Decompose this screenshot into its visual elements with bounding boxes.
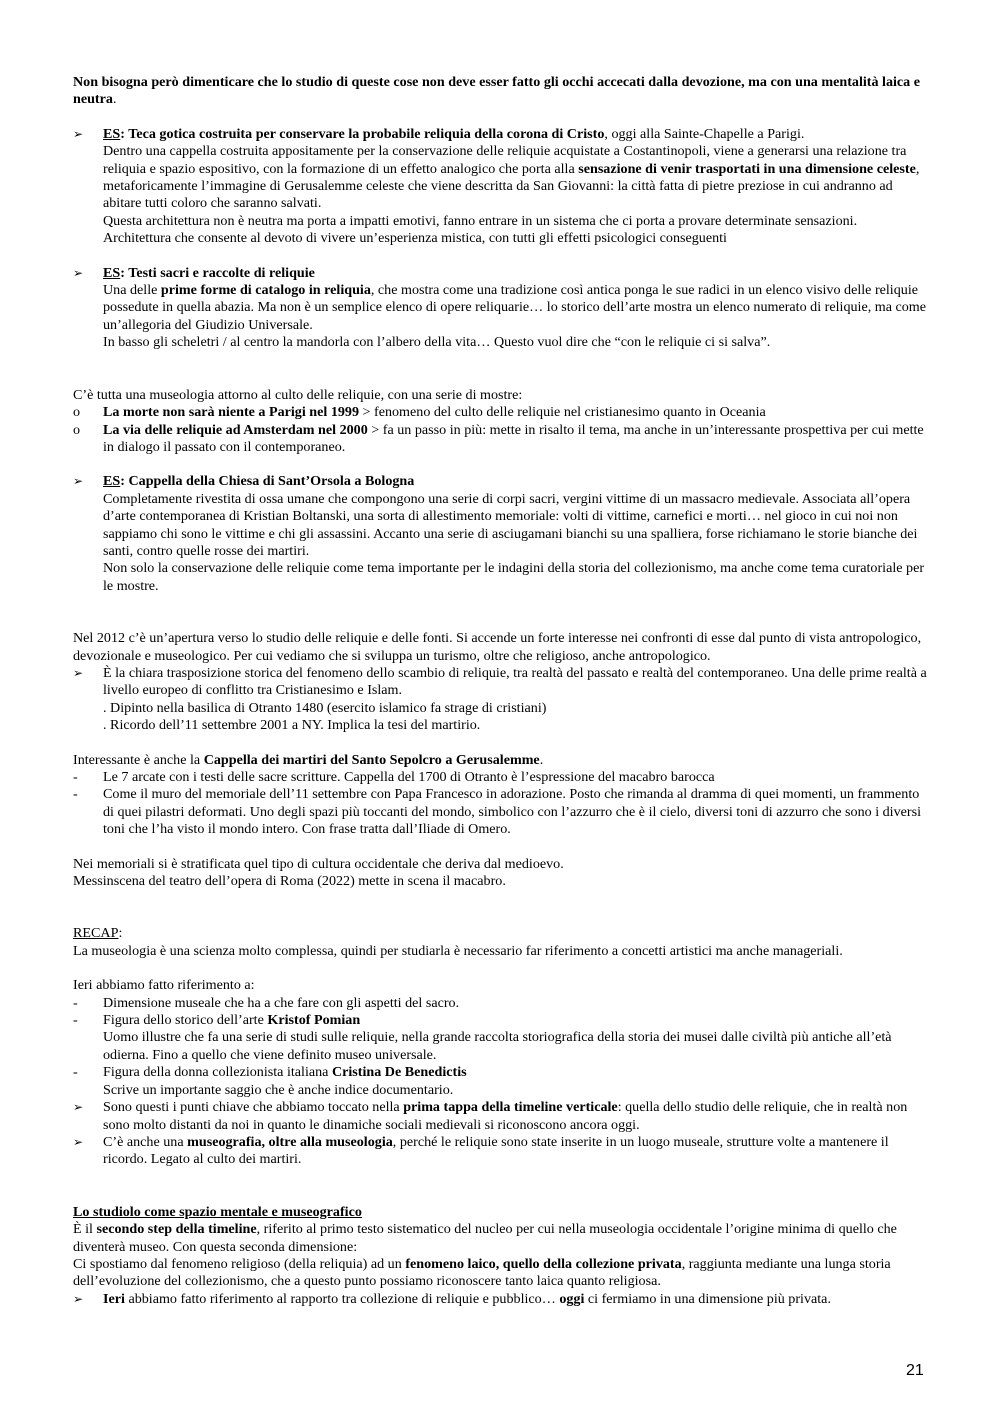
example-sainte-chapelle	[73, 126, 933, 248]
paragraph: Completamente rivestita di ossa umane che compongono una serie di corpi sacri, vergini vittime di un massacro medievale. Associata all’opera d’arte contemporanea di Kristian Boltanski, una sorta di allestimento memoriale: volti di vittime, carnefici e morti… nel gioco in cui noi non sappiamo chi sono le vittime e chi gli assassini. Accanto una serie di asciugamani bianchi su una spalliera, forse richiamano le storie bianche dei santi, contro quelle rosse dei martiri.	[103, 490, 918, 559]
arrow-bullet-icon: ➢	[73, 665, 84, 680]
bold-text: prima tappa della timeline verticale	[403, 1099, 618, 1116]
list-item-text	[103, 1064, 933, 1081]
bold-text: Cristina De Benedictis	[331, 1064, 467, 1081]
list-item	[73, 1291, 933, 1308]
paragraph: Ieri abbiamo fatto riferimento a:	[73, 977, 255, 994]
es-title: : Testi sacri e raccolte di reliquie	[120, 264, 315, 281]
text: > fenomeno del culto delle reliquie nel cristianesimo quanto in Oceania	[359, 404, 766, 421]
text: Figura dello storico dell’arte	[103, 1012, 268, 1029]
bold-text: museografia, oltre alla museologia	[187, 1133, 393, 1150]
example-title	[103, 473, 933, 490]
circle-bullet-icon: o	[73, 421, 81, 438]
bold-text: sensazione di venir trasportati in una dimensione celeste	[578, 160, 916, 177]
example-title	[103, 126, 933, 143]
list-item	[73, 786, 933, 838]
text: , perché le reliquie sono state inserite in un luogo museale, strutture volte a mantenere il ricordo. Legato al culto dei martiri.	[103, 1133, 889, 1168]
paragraph: Uomo illustre che fa una serie di studi sulle reliquie, nella grande raccolta storiografica della storia dei musei dalle civiltà più antiche all’età odierna. Fino a quello che viene definito museo universale.	[103, 1029, 892, 1063]
document-page	[73, 74, 933, 1308]
list-item	[73, 1134, 933, 1169]
list-item	[73, 1012, 933, 1064]
es-label: ES	[103, 125, 121, 142]
list-item	[73, 769, 933, 786]
text: Ci spostiamo dal fenomeno religioso (della reliquia) ad un	[73, 1255, 406, 1272]
list-item-text	[103, 422, 933, 457]
example-title	[103, 265, 933, 282]
bold-text: La via delle reliquie ad Amsterdam nel 2000	[103, 421, 368, 438]
recap-label: RECAP	[73, 925, 119, 942]
list-item-text	[103, 1134, 933, 1169]
text: Sono questi i punti chiave che abbiamo toccato nella	[103, 1099, 404, 1116]
arrow-bullet-icon: ➢	[73, 474, 84, 489]
text: abbiamo fatto riferimento al rapporto tra collezione di reliquie e pubblico…	[124, 1290, 560, 1307]
text: > fa un passo in più: mette in risalto il tema, ma anche in un’interessante prospettiva per cui mette in dialogo il passato con il contemporaneo.	[103, 421, 924, 455]
section-heading: Lo studiolo come spazio mentale e museografico	[73, 1203, 362, 1220]
paragraph: Non solo la conservazione delle reliquie come tema importante per le indagini della storia del collezionismo, ma anche come tema curatoriale per le mostre.	[103, 560, 925, 594]
example-testi-sacri	[73, 265, 933, 352]
example-sant-orsola	[73, 473, 933, 595]
text: .	[539, 751, 544, 768]
list-item-text	[103, 1291, 933, 1308]
list-item-text	[103, 404, 933, 421]
es-text: , oggi alla Sainte-Chapelle a Parigi.	[604, 125, 805, 142]
bold-text: La morte non sarà niente a Parigi nel 1999	[103, 404, 360, 421]
es-label: ES	[103, 264, 121, 281]
bold-text: Cappella dei martiri del Santo Sepolcro a Gerusalemme	[203, 751, 540, 768]
dash-bullet-icon: -	[73, 1064, 78, 1081]
text: Figura della donna collezionista italiana	[103, 1064, 332, 1081]
text: , che mostra come una tradizione così antica ponga le sue radici in un elenco visivo delle reliquie possedute in quella abazia. Ma non è un semplice elenco di opere reliquarie… lo storico dell’arte mostra un elenco numerato di reliquie, ma come un’allegoria del Giudizio Universale.	[103, 282, 927, 333]
es-label: ES	[103, 473, 121, 490]
sub-item: . Ricordo dell’11 settembre 2001 a NY. Implica la tesi del martirio.	[103, 717, 481, 734]
bold-text: prime forme di catalogo in reliquia	[160, 282, 371, 299]
recap-heading	[73, 925, 933, 942]
dash-bullet-icon: -	[73, 786, 78, 803]
paragraph: C’è tutta una museologia attorno al culto delle reliquie, con una serie di mostre:	[73, 386, 523, 403]
intro-period: .	[112, 91, 117, 108]
text: , riferito al primo testo sistematico del nucleo per cui nella museologia occidentale l’origine minima di quello che diventerà museo. Con questa seconda dimensione:	[73, 1221, 897, 1255]
arrow-bullet-icon: ➢	[73, 1100, 84, 1115]
es-title: Teca gotica costruita per conservare la probabile reliquia della corona di Cristo	[124, 125, 605, 142]
dash-bullet-icon: -	[73, 994, 78, 1011]
paragraph	[103, 143, 933, 213]
paragraph: In basso gli scheletri / al centro la mandorla con l’albero della vita… Questo vuol dire che “con le reliquie ci si salva”.	[103, 334, 771, 351]
page-number: 21	[906, 1362, 924, 1379]
bold-text: secondo step della timeline	[96, 1221, 257, 1238]
list-item	[73, 665, 933, 735]
paragraph: La museologia è una scienza molto complessa, quindi per studiarla è necessario far riferimento a concetti artistici ma anche manageriali.	[73, 942, 843, 959]
dash-bullet-icon: -	[73, 769, 78, 785]
text: È il	[73, 1221, 97, 1238]
dash-bullet-icon: -	[73, 1012, 78, 1029]
text: Interessante è anche la	[73, 751, 204, 768]
text: Dentro una cappella costruita appositamente per la conservazione delle reliquie acquistate a Costantinopoli, viene a generarsi una relazione tra reliquia e spazio espositivo, con la formazione di un effetto analogico che porta alla	[103, 143, 907, 177]
list-item	[73, 1099, 933, 1134]
text: Una delle	[103, 282, 161, 299]
paragraph: Architettura che consente al devoto di vivere un’esperienza mistica, con tutti gli effetti psicologici conseguenti	[103, 230, 727, 247]
list-item	[73, 422, 933, 457]
arrow-bullet-icon: ➢	[73, 126, 84, 141]
paragraph	[103, 282, 933, 334]
list-item-text: Dimensione museale che ha a che fare con gli aspetti del sacro.	[103, 994, 460, 1011]
text: : quella dello studio delle reliquie, che in realtà non sono molto distanti da noi in quanto le dinamiche sociali medievali si riconoscono ancora oggi.	[103, 1099, 908, 1133]
circle-bullet-icon: o	[73, 404, 81, 421]
sub-item: . Dipinto nella basilica di Otranto 1480 (esercito islamico fa strage di cristiani)	[103, 699, 547, 716]
es-title: : Cappella della Chiesa di Sant’Orsola a Bologna	[120, 473, 415, 490]
list-item-text: È la chiara trasposizione storica del fenomeno dello scambio di reliquie, tra realtà del passato e realtà del contemporaneo. Una delle prime realtà a livello europeo di conflitto tra Cristianesimo e Islam.	[103, 664, 927, 699]
list-item-text: Come il muro del memoriale dell’11 settembre con Papa Francesco in adorazione. Posto che rimanda al dramma di quei momenti, un frammento di quei pilastri deformati. Uno degli spazi più toccanti del mondo, simbolico con l’azzurro che è il cielo, diversi toni di azzurro che sono i diversi toni che l’ha visto il mondo intero. Con frase tratta dall’Iliade di Omero.	[103, 786, 921, 838]
paragraph: Questa architettura non è neutra ma porta a impatti emotivi, fanno entrare in un sistema che ci porta a provare determinate sensazioni.	[103, 212, 858, 229]
list-item	[73, 1064, 933, 1099]
paragraph: Messinscena del teatro dell’opera di Roma (2022) mette in scena il macabro.	[73, 873, 506, 890]
es-colon: :	[120, 125, 125, 142]
arrow-bullet-icon: ➢	[73, 1134, 84, 1149]
text: ci fermiamo in una dimensione più privata.	[584, 1290, 831, 1307]
bold-text: Kristof Pomian	[267, 1012, 361, 1029]
list-item-text	[103, 1099, 933, 1134]
text: , raggiunta mediante una lunga storia dell’evoluzione del collezionismo, che a questo punto possiamo riconoscere tanto laica quanto religiosa.	[73, 1255, 891, 1290]
arrow-bullet-icon: ➢	[73, 1291, 84, 1306]
bold-text: oggi	[559, 1290, 585, 1307]
list-item	[73, 995, 933, 1012]
arrow-bullet-icon: ➢	[73, 265, 84, 280]
text: , metaforicamente l’immagine di Gerusalemme celeste che viene descritta da San Giovanni: la città fatta di pietre preziose in cui andranno ad abitare tutti coloro che saranno salvati.	[103, 160, 920, 212]
paragraph	[73, 752, 933, 769]
list-item	[73, 404, 933, 421]
paragraph: Nel 2012 c’è un’apertura verso lo studio delle reliquie e delle fonti. Si accende un forte interesse nei confronti di esse dal punto di vista antropologico, devozionale e museologico. Per cui vediamo che si sviluppa un turismo, oltre che religioso, anche antropologico.	[73, 630, 922, 664]
bold-text: Ieri	[103, 1290, 125, 1307]
list-item-text	[103, 1012, 933, 1029]
list-item-text: Le 7 arcate con i testi delle sacre scritture. Cappella del 1700 di Otranto è l’espressione del macabro barocca	[103, 769, 715, 785]
intro-bold: Non bisogna però dimenticare che lo studio di queste cose non deve esser fatto gli occhi accecati dalla devozione, ma con una mentalità laica e neutra	[73, 74, 920, 108]
intro-paragraph	[73, 74, 933, 109]
paragraph: Nei memoriali si è stratificata quel tipo di cultura occidentale che deriva dal medioevo.	[73, 855, 564, 872]
recap-colon: :	[118, 925, 123, 942]
paragraph: Scrive un importante saggio che è anche indice documentario.	[103, 1081, 454, 1098]
paragraph	[73, 1221, 933, 1256]
paragraph	[73, 1256, 933, 1291]
bold-text: fenomeno laico, quello della collezione privata	[405, 1255, 682, 1272]
text: C’è anche una	[103, 1133, 188, 1150]
